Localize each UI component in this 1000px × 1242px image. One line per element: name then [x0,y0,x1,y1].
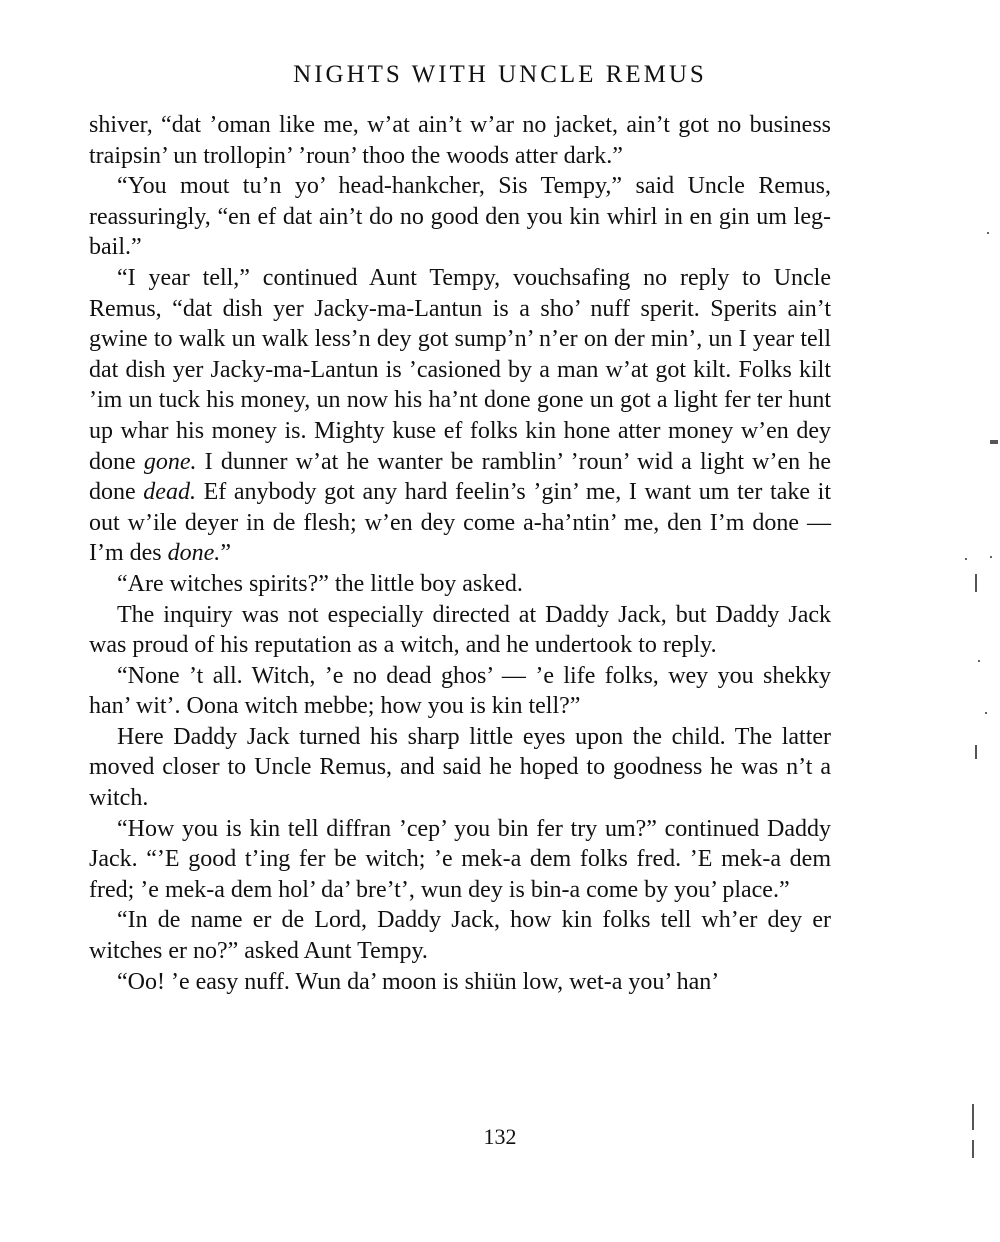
paragraph: “How you is kin tell diffran ’cep’ you bin fer try um?” continued Daddy Jack. “’E good t’ing fer be witch; ’e mek-a dem folks fred. ’E mek-a dem fred; ’e mek-a dem hol’ da’ bre’t’, wun dey is bin-a come by you’ place.” [89,815,831,903]
scan-speck [990,556,992,558]
page-body [89,110,831,997]
scan-mark [990,440,998,444]
text-run: “I year tell,” continued Aunt Tempy, vouchsafing no reply to Uncle Remus, “dat dish yer Jacky-ma-Lantun is a sho’ nuff sperit. Sperits ain’t gwine to walk un walk less’n dey got sump’n’ n’er on der min’, un I year tell dat dish yer Jacky-ma-Lantun is ’casioned by a man w’at got kilt. Folks kilt ’im un tuck his money, un now his ha’nt done gone un got a light fer ter hunt up whar his money is. Mighty kuse ef folks kin hone atter money w’en dey done [89,264,831,475]
text-run: Ef anybody got any hard feelin’s ’gin’ me, I want um ter take it out w’ile deyer in de flesh; w’en dey come a-ha’ntin’ me, den I’m done — I’m des [89,479,831,567]
paragraph: “Are witches spirits?” the little boy asked. [117,570,523,597]
emphasis: done. [167,540,221,567]
scan-speck [985,712,987,714]
emphasis: gone. [143,448,197,475]
running-header: NIGHTS WITH UNCLE REMUS [293,61,707,88]
scan-speck [978,660,980,662]
text-run: I dunner w’at he wanter be ramblin’ ’roun’ wid a light w’en he done [89,448,831,506]
scan-speck [987,232,989,234]
scan-mark [972,1140,974,1158]
paragraph: “Oo! ’e easy nuff. Wun da’ moon is shiün low, wet-a you’ han’ [117,968,720,995]
paragraph: Here Daddy Jack turned his sharp little eyes upon the child. The latter moved closer to Uncle Remus, and said he hoped to goodness he was n’t a witch. [89,723,831,812]
scan-mark [975,745,977,759]
scan-mark [975,574,977,592]
paragraph-continuation: shiver, “dat ’oman like me, w’at ain’t w’ar no jacket, ain’t got no business traipsin’ un trollopin’ ’roun’ thoo the woods atter dark.” [89,112,831,169]
paragraph: The inquiry was not especially directed at Daddy Jack, but Daddy Jack was proud of his reputation as a witch, and he undertook to reply. [89,601,831,659]
paragraph: “In de name er de Lord, Daddy Jack, how kin folks tell wh’er dey er witches er no?” asked Aunt Tempy. [89,907,831,965]
text-run: ” [220,540,231,567]
emphasis: dead. [143,479,196,506]
scan-mark [972,1104,974,1130]
scan-speck [965,558,967,560]
paragraph [89,263,831,569]
paragraph: “None ’t all. Witch, ’e no dead ghos’ — ’e life folks, wey you shekky han’ wit’. Oona witch mebbe; how you is kin tell?” [89,662,831,720]
page-number: 132 [483,1124,517,1149]
paragraph: “You mout tu’n yo’ head-hankcher, Sis Tempy,” said Uncle Remus, reassuringly, “en ef dat ain’t do no good den you kin whirl in en gin um leg-bail.” [89,173,831,261]
